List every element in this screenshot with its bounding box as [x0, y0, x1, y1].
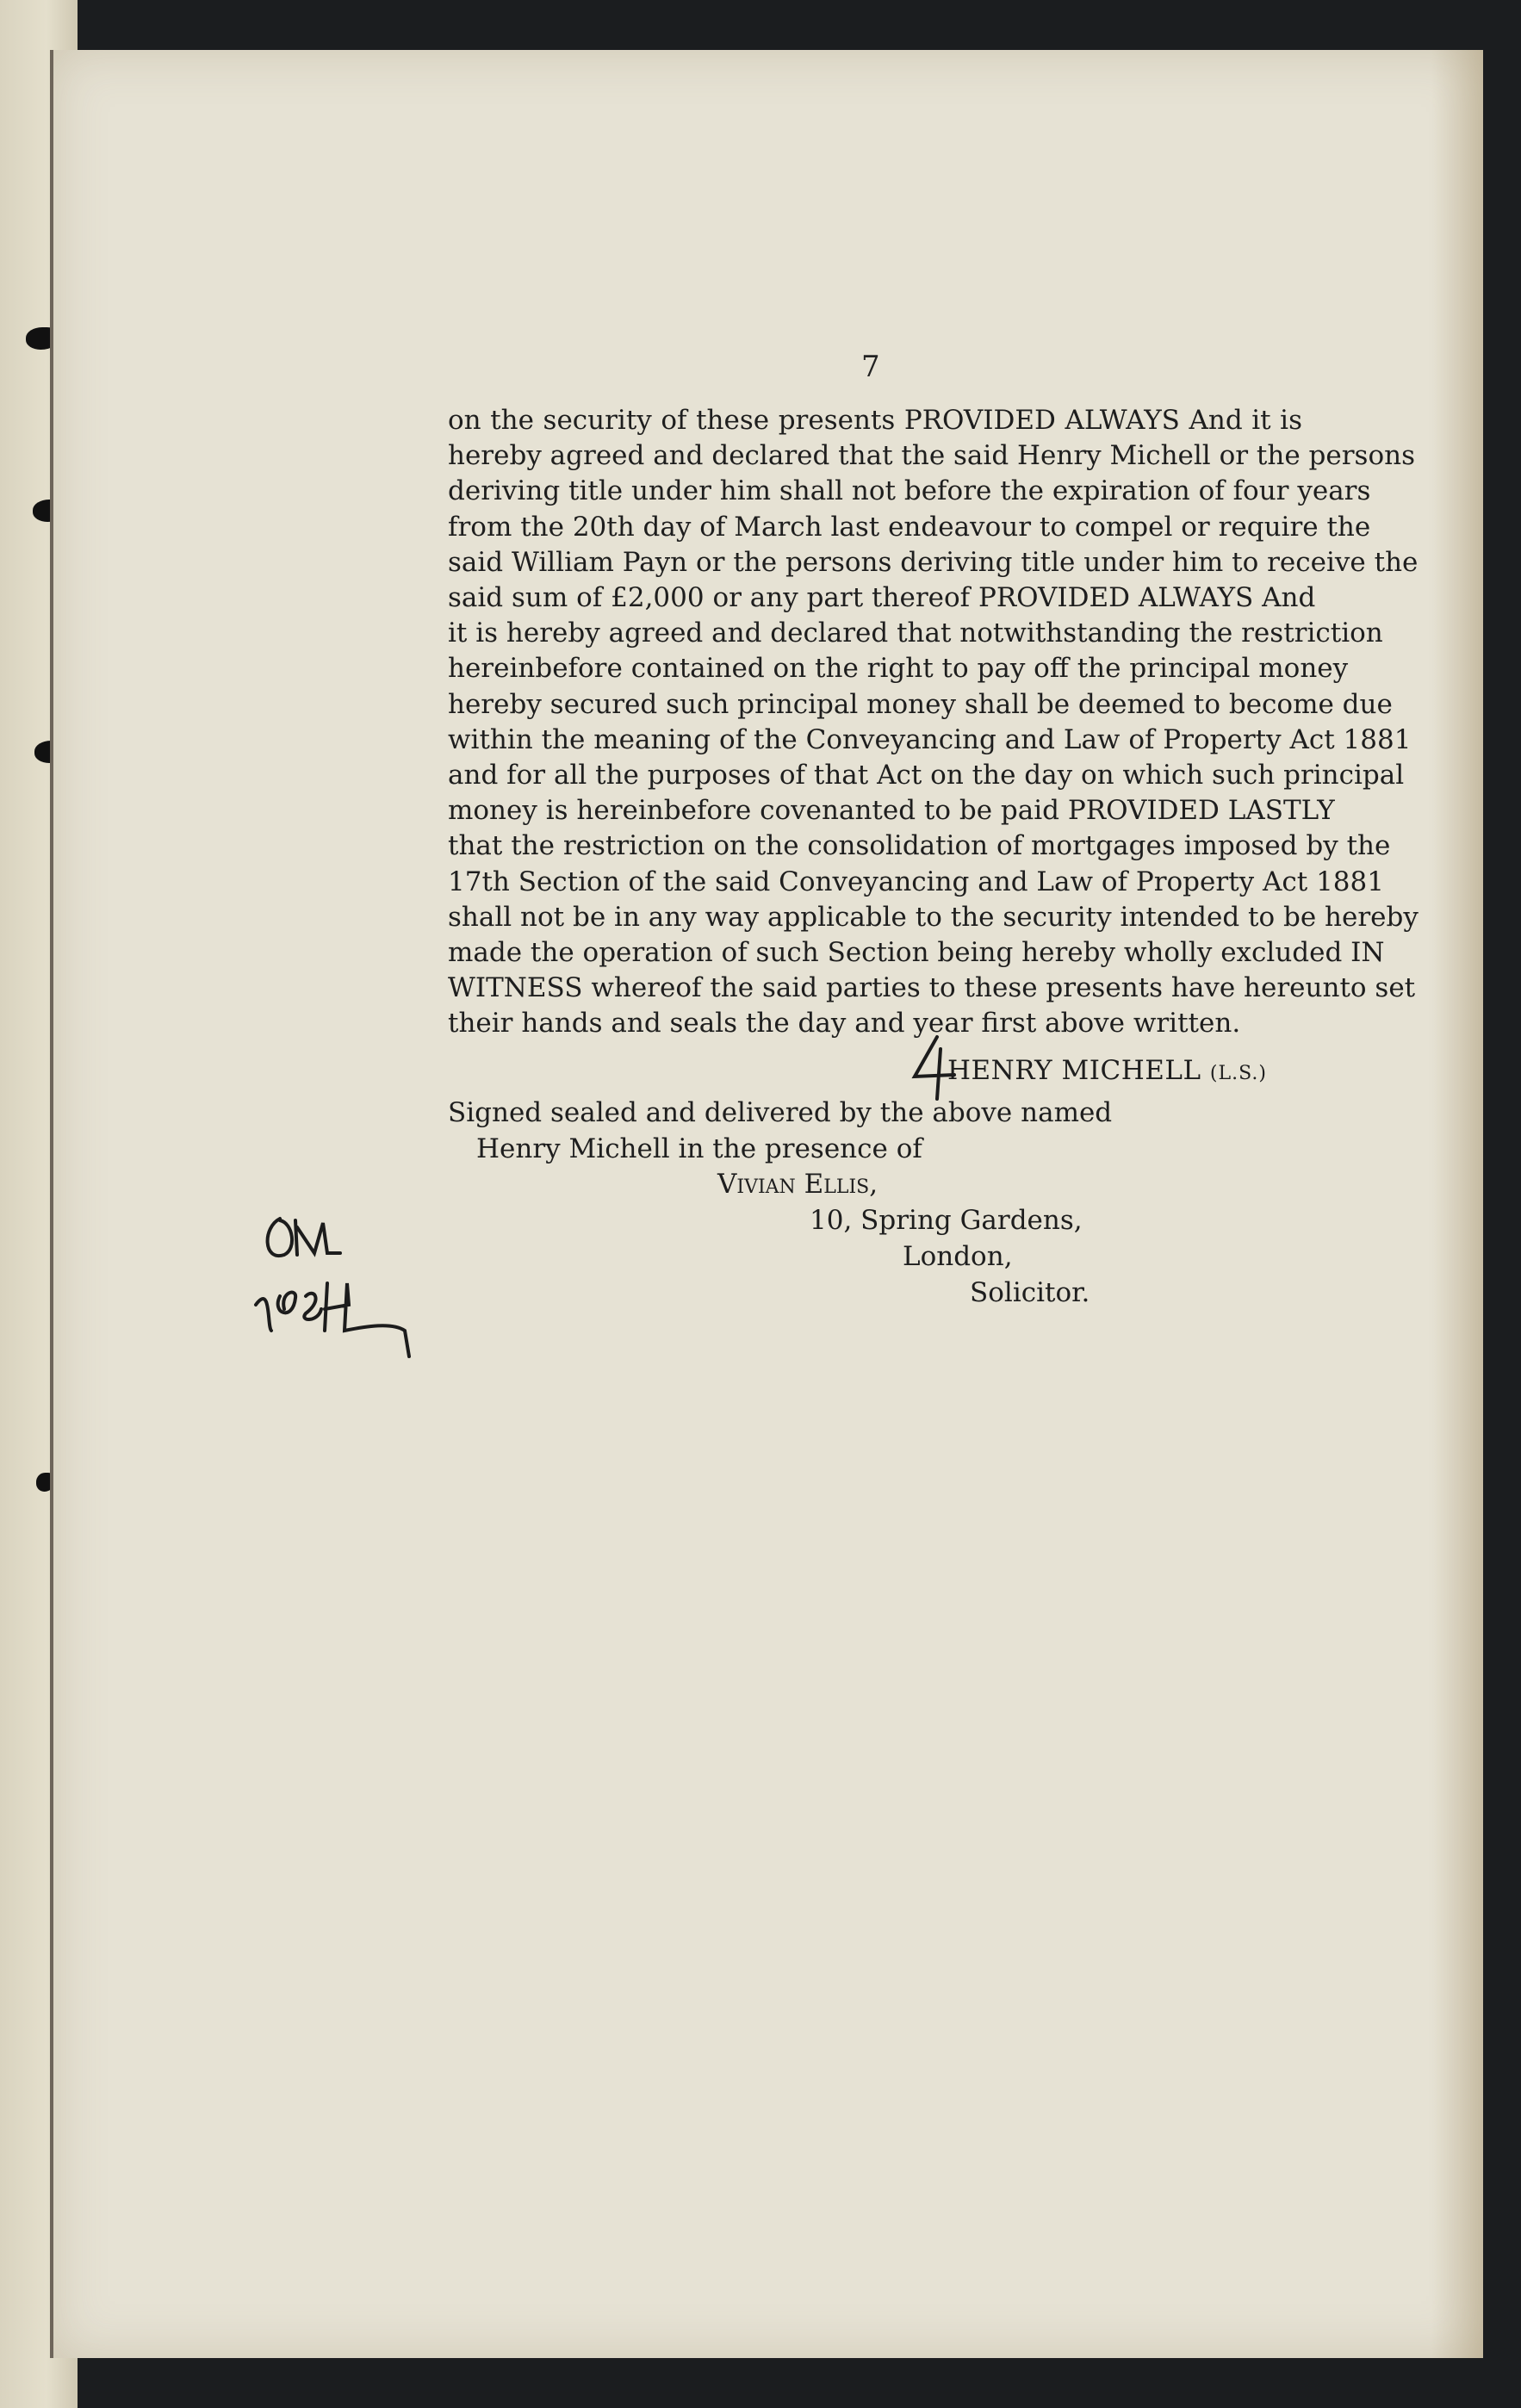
- body-line: said William Payn or the persons deriving title under him to receive the: [448, 546, 1419, 578]
- attestation-line: Signed sealed and delivered by the above named: [448, 1097, 1113, 1128]
- attestation-clause: [448, 1095, 1112, 1167]
- body-line: their hands and seals the day and year first above written.: [448, 1008, 1241, 1040]
- seal-mark: (L.S.): [1209, 1063, 1267, 1084]
- attestation-line: Henry Michell in the presence of: [476, 1133, 922, 1164]
- page-edge: [1431, 50, 1483, 2358]
- signatory-name-line: [947, 1055, 1267, 1086]
- witness-occupation: Solicitor.: [970, 1277, 1090, 1308]
- body-line: hereby secured such principal money shall be deemed to become due: [448, 688, 1393, 720]
- body-line: it is hereby agreed and declared that notwithstanding the restriction: [448, 618, 1383, 649]
- witness-name: Vivian Ellis,: [717, 1169, 878, 1200]
- body-line: on the security of these presents PROVIDED ALWAYS And it is: [448, 405, 1302, 436]
- body-line: hereby agreed and declared that the said Henry Michell or the persons: [448, 440, 1415, 472]
- body-line: WITNESS whereof the said parties to these presents have hereunto set: [448, 972, 1416, 1004]
- body-line: from the 20th day of March last endeavour to compel or require the: [448, 511, 1371, 543]
- signatory-name: HENRY MICHELL: [947, 1055, 1201, 1086]
- body-line: hereinbefore contained on the right to pay off the principal money: [448, 653, 1349, 685]
- margin-initials-signature: [245, 1201, 418, 1348]
- body-line: money is hereinbefore covenanted to be paid PROVIDED LASTLY: [448, 795, 1335, 827]
- body-line: and for all the purposes of that Act on the day on which such principal: [448, 760, 1405, 791]
- body-line: within the meaning of the Conveyancing and Law of Property Act 1881: [448, 723, 1412, 755]
- body-line: 17th Section of the said Conveyancing and Law of Property Act 1881: [448, 866, 1384, 897]
- deed-body-text: [448, 403, 1419, 1042]
- witness-address-line1: 10, Spring Gardens,: [810, 1205, 1083, 1236]
- witness-address-line2: London,: [903, 1241, 1013, 1272]
- page-number: 7: [861, 350, 880, 384]
- body-line: deriving title under him shall not before the expiration of four years: [448, 475, 1371, 507]
- body-line: made the operation of such Section being hereby wholly excluded IN: [448, 937, 1385, 969]
- body-line: that the restriction on the consolidation of mortgages imposed by the: [448, 830, 1391, 862]
- body-line: said sum of £2,000 or any part thereof PROVIDED ALWAYS And: [448, 582, 1316, 614]
- body-line: shall not be in any way applicable to the security intended to be hereby: [448, 901, 1419, 933]
